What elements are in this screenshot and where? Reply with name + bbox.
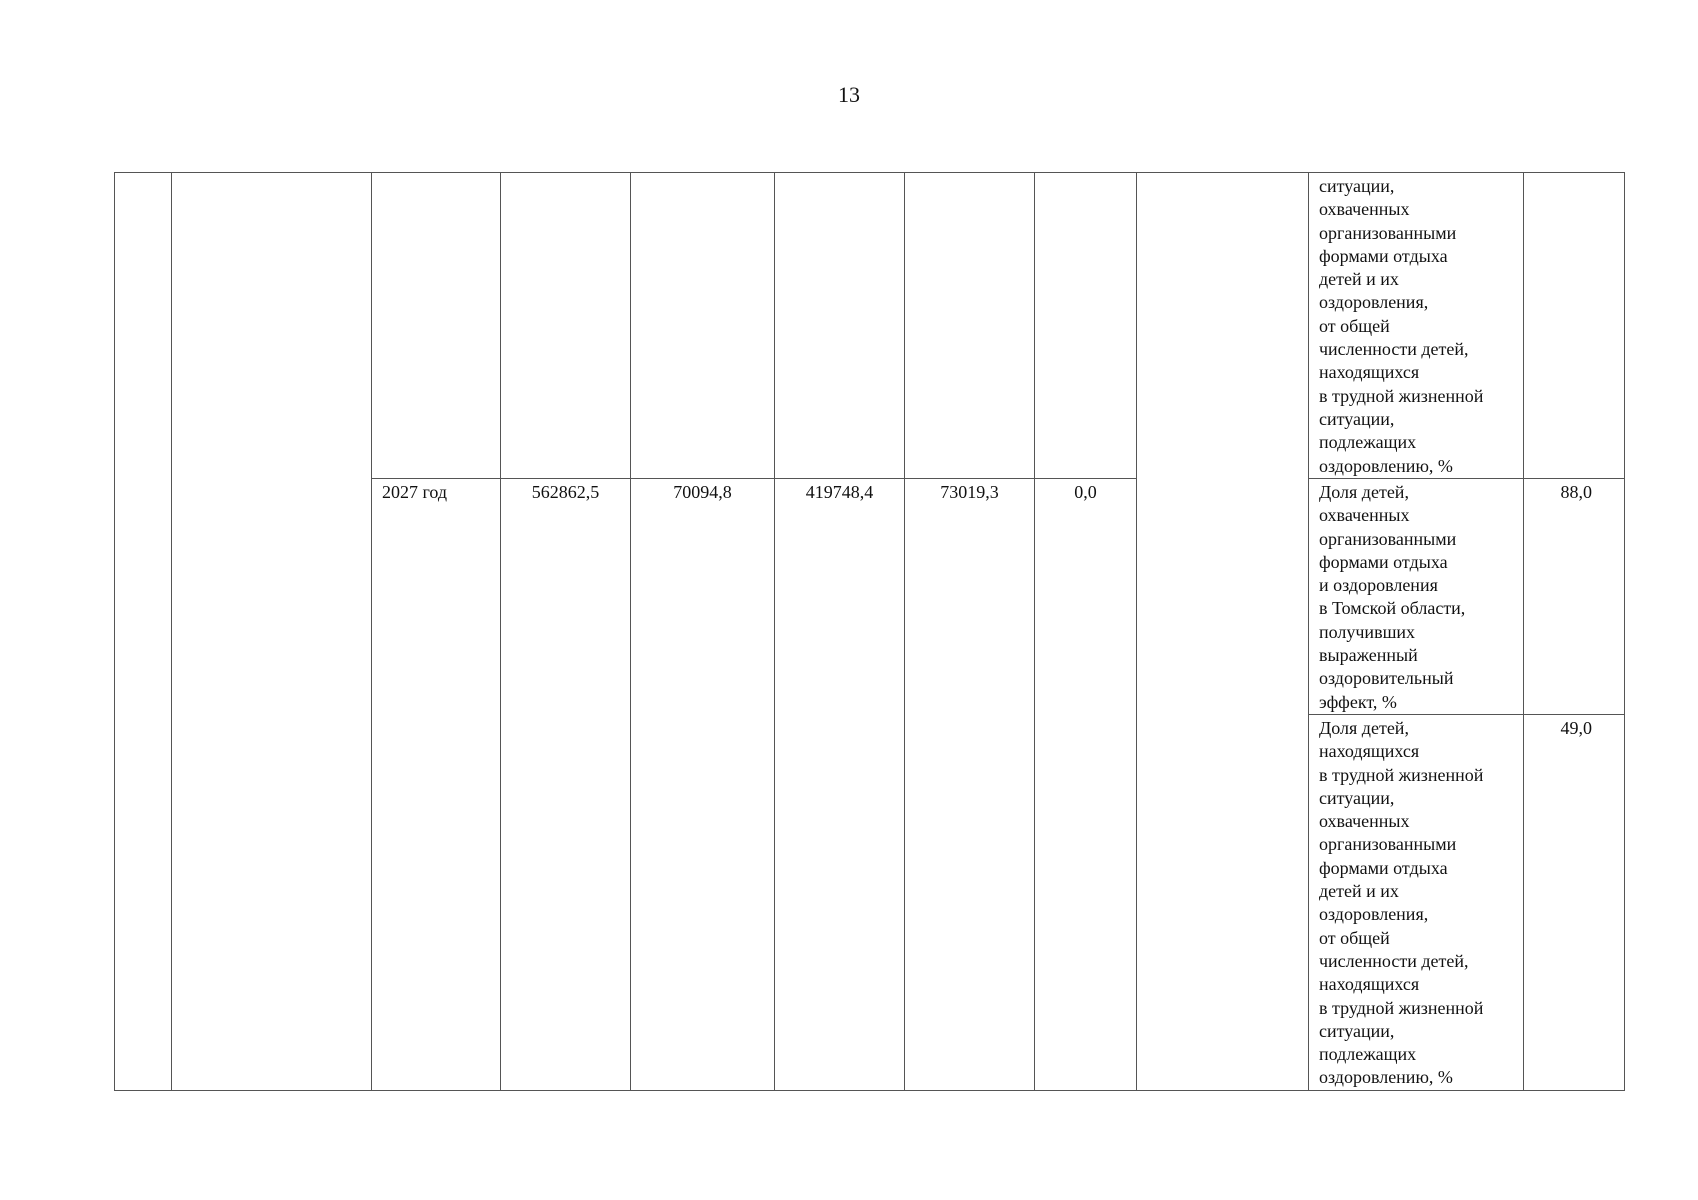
indicator-cell (1309, 173, 1524, 479)
indicator-line: получивших (1319, 621, 1416, 642)
indicator-cell (1309, 714, 1524, 1090)
indicator-value: 49,0 (1524, 714, 1625, 1090)
cell-col2 (775, 173, 905, 479)
indicator-line: и оздоровления (1319, 575, 1438, 596)
indicator-line: организованными (1319, 528, 1457, 549)
indicator-line: охваченных (1319, 811, 1410, 832)
cell-executor (1137, 173, 1309, 1091)
cell-total: 562862,5 (501, 479, 631, 1091)
indicator-value: 88,0 (1524, 479, 1625, 715)
indicator-line: формами отдыха (1319, 551, 1448, 572)
cell-col4: 0,0 (1035, 479, 1137, 1091)
indicator-line: в Томской области, (1319, 598, 1466, 619)
indicator-line: ситуации, (1319, 787, 1395, 808)
indicator-line: численности детей, (1319, 339, 1469, 360)
table-row (115, 173, 1625, 479)
indicator-line: ситуации, (1319, 1020, 1395, 1041)
indicator-line: выраженный (1319, 645, 1418, 666)
cell-col3: 73019,3 (905, 479, 1035, 1091)
indicator-line: охваченных (1319, 505, 1410, 526)
cell-col2: 419748,4 (775, 479, 905, 1091)
indicator-line: подлежащих (1319, 1044, 1417, 1065)
indicator-line: находящихся (1319, 974, 1420, 995)
cell-col3 (905, 173, 1035, 479)
indicator-line: от общей (1319, 927, 1390, 948)
indicator-line: в трудной жизненной (1319, 764, 1484, 785)
indicator-line: оздоровления, (1319, 904, 1429, 925)
cell-year (372, 173, 501, 479)
indicator-line: численности детей, (1319, 950, 1469, 971)
cell-total (501, 173, 631, 479)
indicator-line: оздоровлению, % (1319, 1067, 1453, 1088)
cell-col1: 70094,8 (631, 479, 775, 1091)
indicator-line: Доля детей, (1319, 717, 1409, 738)
indicator-line: оздоровлению, % (1319, 455, 1453, 476)
indicator-line: организованными (1319, 222, 1457, 243)
indicator-line: детей и их (1319, 269, 1399, 290)
indicator-value (1524, 173, 1625, 479)
indicator-line: оздоровления, (1319, 292, 1429, 313)
indicator-line: в трудной жизненной (1319, 385, 1484, 406)
indicator-line: Доля детей, (1319, 482, 1409, 502)
indicator-line: ситуации, (1319, 408, 1395, 429)
indicator-line: детей и их (1319, 881, 1399, 902)
indicator-line: подлежащих (1319, 432, 1417, 453)
cell-number (115, 173, 172, 1091)
indicator-line: находящихся (1319, 362, 1420, 383)
indicator-line: ситуации, (1319, 176, 1395, 196)
indicator-line: эффект, % (1319, 691, 1397, 712)
indicator-line: охваченных (1319, 199, 1410, 220)
cell-year: 2027 год (372, 479, 501, 1091)
indicator-line: формами отдыха (1319, 245, 1448, 266)
cell-col1 (631, 173, 775, 479)
indicator-line: организованными (1319, 834, 1457, 855)
cell-col4 (1035, 173, 1137, 479)
page-number: 13 (838, 82, 860, 107)
indicator-line: оздоровительный (1319, 668, 1454, 689)
program-funding-table (114, 172, 1625, 1091)
indicator-line: находящихся (1319, 741, 1420, 762)
cell-name (172, 173, 372, 1091)
indicator-line: от общей (1319, 315, 1390, 336)
indicator-cell (1309, 479, 1524, 715)
indicator-line: формами отдыха (1319, 857, 1448, 878)
indicator-line: в трудной жизненной (1319, 997, 1484, 1018)
